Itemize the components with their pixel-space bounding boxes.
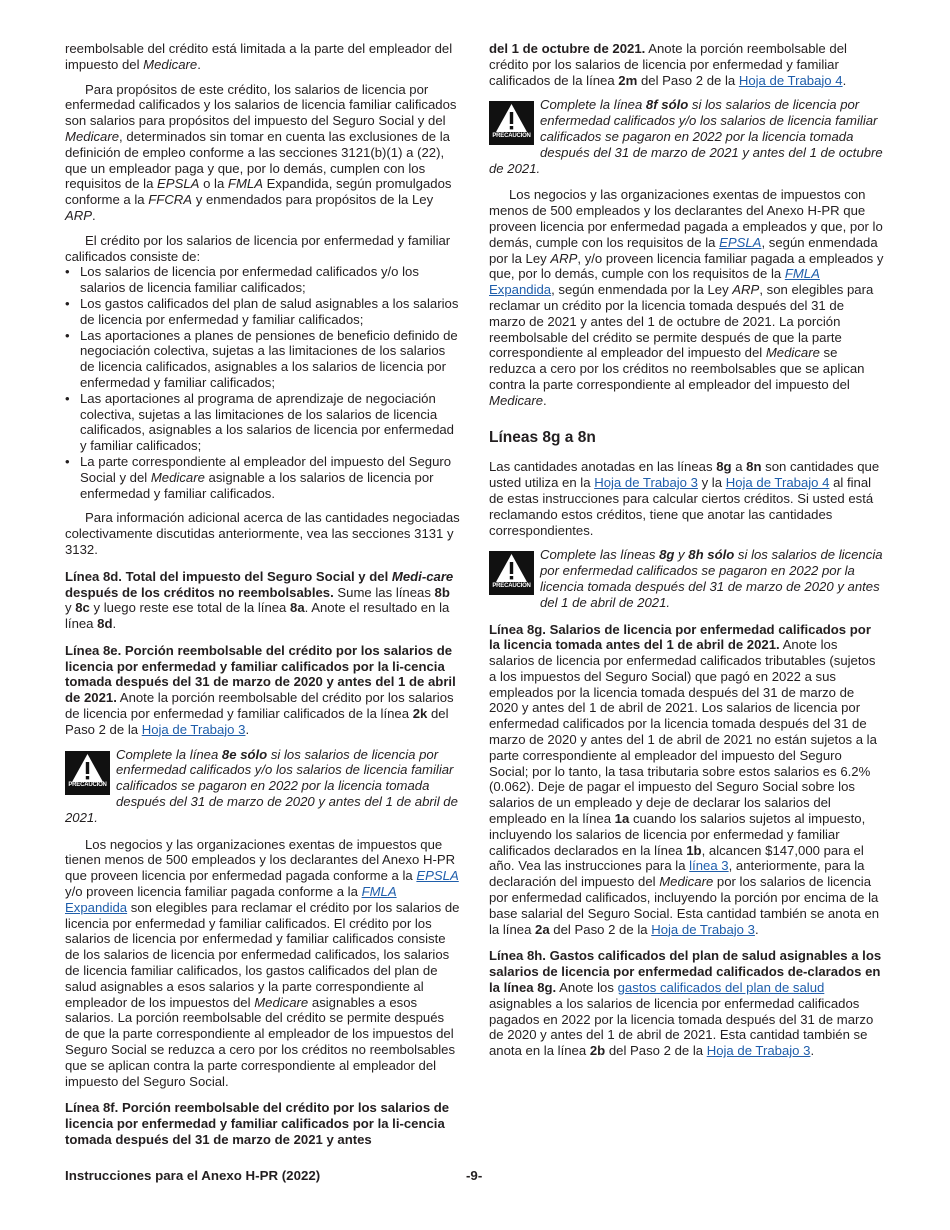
paragraph-eligible-businesses: Los negocios y las organizaciones exentas de impuestos que tienen menos de 500 empleados y los declarantes del Anexo H-PR que proveen licencia por enfermedad pagada conforme a la EPSLA y/o proveen licencia familiar pagada conforme a la FMLA Expandida son elegibles para reclamar el crédito por los salarios de licencia por enfermedad y familiar calificados. El crédito por los salarios de licencia por enfermedad y familiar calificados consiste de los salarios de licencia por enfermedad calificados, los salarios de licencia familiar calificados, los gastos calificados del plan de salud asignables a esos salarios y la parte correspondiente al empleador de los impuestos del Medicare asignables a esos salarios. La porción reembolsable del crédito se permite después de que la parte correspondiente al empleador de los impuestos del Seguro Social se reduzca a cero por los créditos no reembolsables que se aplican contra la parte correspondiente al empleador del impuesto del Seguro Social.: [65, 836, 460, 1089]
caution-note-8f: PRECAUCION Complete la línea 8f sólo si los salarios de licencia por enfermedad calificados y/o los salarios de licencia familiar calificados se pagaron en 2022 por la licencia tomada después del 31 de marzo de 2021 y antes del 1 de octubre de 2021.: [489, 97, 883, 176]
list-item: • Las aportaciones al programa de aprendizaje de negociación colectiva, sujetas a las limitaciones de los salarios de licencia calificados, asignables a los salarios de licencia por enfermedad y familiar calificados;: [65, 390, 454, 454]
line-8e-section: Línea 8e. Porción reembolsable del crédito por los salarios de licencia por enfermedad y familiar calificados por la li-cencia tomada después del 31 de marzo de 2020 y antes del 1 de abril de 2021. Anote la porción reembolsable del crédito por los salarios de licencia por enfermedad y familiar calificados de la línea 2k del Paso 2 de la Hoja de Trabajo 3.: [65, 642, 456, 737]
link-hoja-de-trabajo-3[interactable]: Hoja de Trabajo 3: [141, 721, 246, 737]
line-8d-section: Línea 8d. Total del impuesto del Seguro Social y del Medi-care después de los créditos no reembolsables. Sume las líneas 8b y 8c y luego reste ese total de la línea 8a. Anote el resultado en la línea 8d.: [65, 568, 454, 632]
paragraph-eligible-businesses-arp: Los negocios y las organizaciones exentas de impuestos con menos de 500 empleados y los declarantes del Anexo H-PR que proveen licencia por enfermedad pagada a empleados y que, por lo demás, cumple con los requisitos de la EPSLA, según enmendada por la Ley ARP, y/o proveen licencia familiar pagada a empleados y que, por lo demás, cumple con los requisitos de la FMLA Expandida, según enmendada por la Ley ARP, son elegibles para reclamar un crédito por la licencia tomada después del 31 de marzo de 2021 y antes del 1 de octubre de 2021. La porción reembolsable del crédito se permite después de que la parte correspondiente al empleador del impuesto del Medicare se reduzca a cero por los créditos no reembolsables que se aplican contra la parte correspondiente al empleador del impuesto del Medicare.: [489, 187, 884, 408]
link-hoja-de-trabajo-3[interactable]: Hoja de Trabajo 3: [706, 1043, 811, 1059]
list-item: • La parte correspondiente al empleador del impuesto del Seguro Social y del Medicare asignable a los salarios de licencia por enfermedad y familiar calificados.: [65, 453, 452, 501]
caution-note-8e: PRECAUCION Complete la línea 8e sólo si los salarios de licencia por enfermedad calificados y/o los salarios de licencia familiar calificados se pagaron en 2022 por la licencia tomada después del 31 de marzo de 2020 y antes del 1 de abril de 2021.: [65, 746, 458, 825]
left-column: [65, 41, 460, 1148]
line-8f-continued: del 1 de octubre de 2021. Anote la porción reembolsable del crédito por los salarios de licencia por enfermedad y familiar calificados de la línea 2m del Paso 2 de la Hoja de Trabajo 4.: [489, 41, 847, 88]
line-8f-heading: Línea 8f. Porción reembolsable del crédito por los salarios de licencia por enfermedad y familiar calificados por la li-cencia tomada después del 31 de marzo de 2021 y antes: [65, 1100, 450, 1147]
link-epsla[interactable]: EPSLA: [416, 868, 459, 884]
section-heading-8g-8n: Líneas 8g a 8n: [489, 428, 596, 446]
caution-note-8g-8h: PRECAUCION Complete las líneas 8g y 8h sólo si los salarios de licencia por enfermedad calificados se pagaron en 2022 por la licencia tomada después del 31 de marzo de 2020 y antes del 1 de abril de 2021.: [489, 547, 884, 610]
paragraph-definition: Para propósitos de este crédito, los salarios de licencia por enfermedad calificados y los salarios de licencia familiar calificados son salarios para propósitos del impuesto del Seguro Social y del Medicare, determinados sin tomar en cuenta las exclusiones de la definición de empleo conforme a las secciones 3121(b)(1) a (22), que un empleador paga y que, por lo demás, cumplen con los requisitos de la EPSLA o la FMLA Expandida, según promulgados conforme a la FFCRA y enmendados para propósitos de la Ley ARP.: [65, 81, 457, 223]
list-item: • Los salarios de licencia por enfermedad calificados y/o los salarios de licencia familiar calificados;: [65, 264, 419, 296]
paragraph-credit-consists: El crédito por los salarios de licencia por enfermedad y familiar calificados consiste de:: [65, 232, 451, 264]
link-fmla-expandida[interactable]: FMLA Expandida: [65, 884, 397, 915]
link-fmla-expandida[interactable]: FMLA Expandida: [489, 266, 820, 298]
link-gastos-plan-de-salud[interactable]: gastos calificados del plan de salud: [617, 980, 825, 996]
link-linea-3[interactable]: línea 3: [689, 858, 729, 874]
list-item: • Las aportaciones a planes de pensiones de beneficio definido de negociación colectiva, sujetas a las limitaciones de los salarios de licencia calificados, asignables a los salarios de licencia por enfermedad y familiar calificados;: [65, 327, 458, 390]
footer-title: Instrucciones para el Anexo H-PR (2022): [65, 1168, 321, 1183]
list-item: • Los gastos calificados del plan de salud asignables a los salarios de licencia por enfermedad y familiar calificados;: [65, 295, 459, 327]
right-column: [489, 41, 884, 1059]
line-8g-section: Línea 8g. Salarios de licencia por enfermedad calificados por la licencia tomada antes del 1 de abril de 2021. Anote los salarios de licencia por enfermedad calificados tributables (sujetos a los impuestos del Seguro Social) que pagó en 2022 a sus empleados por la licencia tomada después del 31 de marzo de 2020 y antes del 1 de abril de 2021. Los salarios de licencia por enfermedad calificados por la licencia tomada después del 31 de marzo de 2020 y antes del 1 de abril de 2021 no están sujetos a la parte correspondiente al empleador del impuesto del Seguro Social; por lo tanto, la tasa tributaria sobre estos salarios es 6.2% (0.062). Deje de pagar el impuesto del Seguro Social sobre los salarios de un empleado y deje de declarar los salarios del empleado en la línea 1a cuando los salarios sujetos al impuesto, incluyendo los salarios de licencia por enfermedad y familiar calificados declarados en la línea 1b, alcancen $147,000 para el año. Vea las instrucciones para la línea 3, anteriormente, para la declaración del impuesto del Medicare por los salarios de licencia por enfermedad calificados, incluyendo la porción por encima de la base salarial del Seguro Social. Esta cantidad también se anota en la línea 2a del Paso 2 de la Hoja de Trabajo 3.: [489, 621, 880, 937]
link-epsla[interactable]: EPSLA: [719, 234, 762, 250]
paragraph-medicare-limit: reembolsable del crédito está limitada a la parte del empleador del impuesto del Medicare.: [65, 41, 453, 72]
bullet-list: [65, 264, 460, 501]
link-hoja-de-trabajo-4[interactable]: Hoja de Trabajo 4: [725, 475, 830, 491]
paragraph-additional-info: Para información adicional acerca de las cantidades negociadas colectivamente discutidas anteriormente, vea las secciones 3131 y 3132.: [65, 510, 460, 557]
line-8h-section: Línea 8h. Gastos calificados del plan de salud asignables a los salarios de licencia por enfermedad calificados de-clarados en la línea 8g. Anote los gastos calificados del plan de salud asignables a los salarios de licencia por enfermedad calificados pagados en 2022 por la licencia tomada después del 31 de marzo de 2020 y antes del 1 de abril de 2021. Esta cantidad también se anota en la línea 2b del Paso 2 de la Hoja de Trabajo 3.: [489, 948, 882, 1059]
page-number: -9-: [466, 1168, 483, 1183]
caution-icon: PRECAUCION: [489, 551, 534, 595]
caution-icon: PRECAUCION: [65, 751, 110, 795]
caution-icon: PRECAUCION: [489, 101, 534, 145]
link-hoja-de-trabajo-3[interactable]: Hoja de Trabajo 3: [651, 921, 755, 937]
link-hoja-de-trabajo-4[interactable]: Hoja de Trabajo 4: [738, 72, 843, 88]
link-hoja-de-trabajo-3[interactable]: Hoja de Trabajo 3: [594, 475, 698, 491]
paragraph-amounts: Las cantidades anotadas en las líneas 8g a 8n son cantidades que usted utiliza en la Hoja de Trabajo 3 y la Hoja de Trabajo 4 al final de estas instrucciones para calcular ciertos créditos. Si usted está reclamando estos créditos, tiene que anotar las cantidades correspondientes.: [489, 459, 880, 538]
